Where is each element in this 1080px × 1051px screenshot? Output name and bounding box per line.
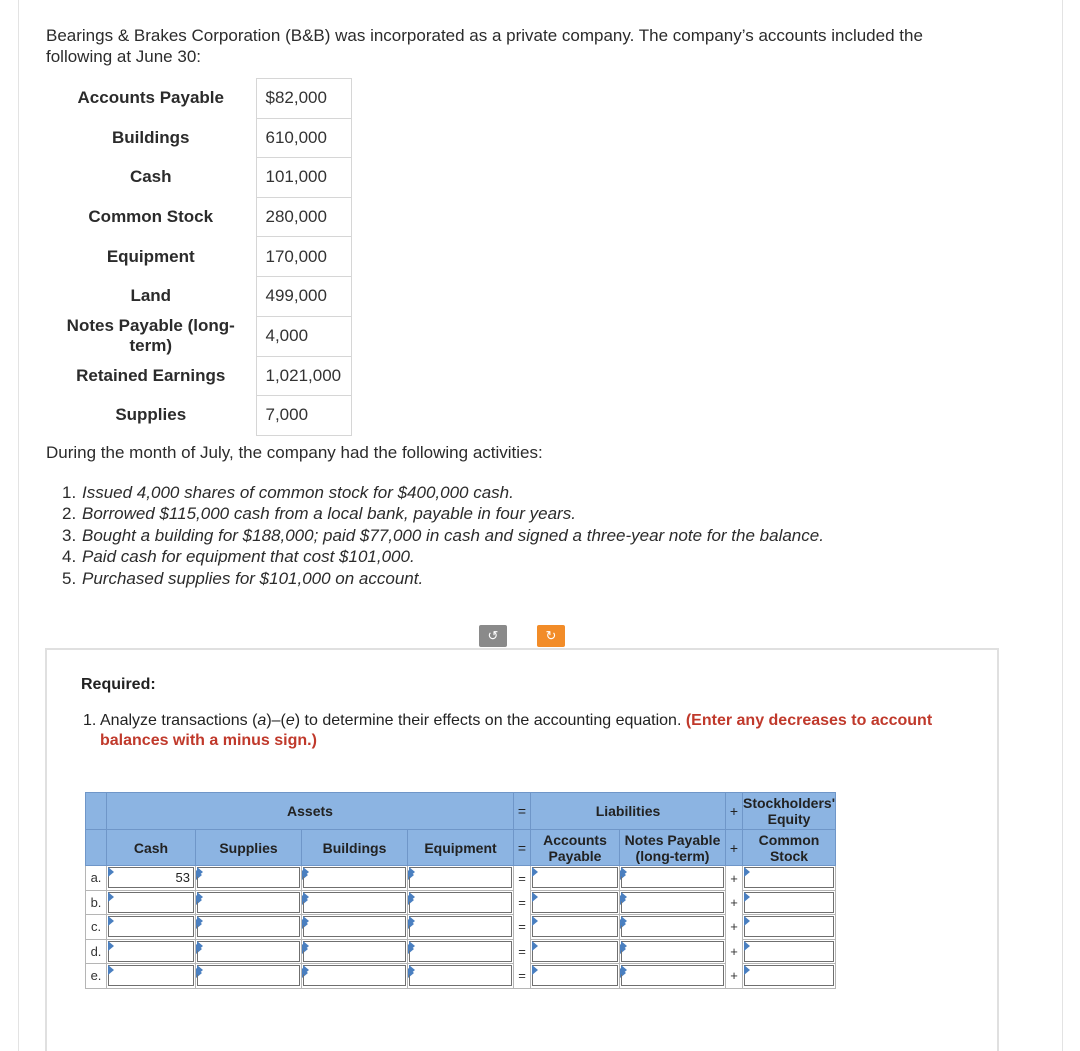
list-item: [62, 482, 824, 503]
cell-wrapper: [196, 939, 302, 964]
cell-wrapper: [620, 964, 726, 989]
account-value: 101,000: [256, 158, 351, 198]
account-name: Supplies: [115, 405, 187, 425]
col-notes-payable: Notes Payable (long-term): [620, 830, 726, 866]
table-row: [86, 866, 836, 891]
transaction-a: a: [257, 712, 267, 729]
accounts-payable-input[interactable]: [532, 941, 618, 962]
account-row: [46, 276, 351, 316]
buildings-input[interactable]: [303, 916, 406, 937]
cell-wrapper: [620, 890, 726, 915]
activities-list: [62, 482, 824, 589]
table-row: [86, 890, 836, 915]
table-row: [86, 939, 836, 964]
question-suffix: ) to determine their effects on the accounting equation.: [294, 712, 686, 729]
plus-sign: +: [726, 915, 743, 940]
cell-wrapper: [107, 964, 196, 989]
cell-wrapper: [743, 939, 836, 964]
col-buildings: Buildings: [302, 830, 408, 866]
cell-wrapper: [408, 866, 514, 891]
cash-input[interactable]: [108, 916, 194, 937]
col-equipment: Equipment: [408, 830, 514, 866]
cell-wrapper: [531, 939, 620, 964]
col-accounts-payable: Accounts Payable: [531, 830, 620, 866]
row-label: a.: [86, 866, 107, 891]
equals-sign: =: [514, 964, 531, 989]
cell-wrapper: [531, 915, 620, 940]
account-value: 7,000: [256, 396, 351, 436]
cell-wrapper: [531, 866, 620, 891]
notes-payable-input[interactable]: [621, 892, 724, 913]
activity-text: Purchased supplies for $101,000 on account.: [82, 568, 424, 588]
buildings-input[interactable]: [303, 965, 406, 986]
cell-wrapper: [531, 964, 620, 989]
col-supplies: Supplies: [196, 830, 302, 866]
redo-icon: ↻: [545, 628, 557, 643]
cell-wrapper: [620, 915, 726, 940]
liabilities-header: Liabilities: [531, 793, 726, 830]
equipment-input[interactable]: [409, 916, 512, 937]
account-value: 1,021,000: [256, 356, 351, 396]
col-common-stock: Common Stock: [743, 830, 836, 866]
common-stock-input[interactable]: [744, 867, 834, 888]
accounts-payable-input[interactable]: [532, 867, 618, 888]
cell-wrapper: [408, 890, 514, 915]
cell-wrapper: [743, 964, 836, 989]
plus-sign: +: [726, 964, 743, 989]
cell-wrapper: [620, 866, 726, 891]
account-name: Notes Payable (long-term): [66, 316, 235, 356]
header-blank: [86, 793, 107, 830]
redo-button[interactable]: [537, 625, 565, 647]
cell-wrapper: [408, 939, 514, 964]
notes-payable-input[interactable]: [621, 965, 724, 986]
cell-wrapper: [531, 890, 620, 915]
accounts-payable-input[interactable]: [532, 916, 618, 937]
common-stock-input[interactable]: [744, 892, 834, 913]
supplies-input[interactable]: [197, 941, 300, 962]
row-label: c.: [86, 915, 107, 940]
undo-icon: ↺: [487, 628, 499, 643]
plus-sign: +: [726, 793, 743, 830]
question-text: [100, 711, 988, 750]
cell-wrapper: [408, 915, 514, 940]
cash-input[interactable]: [108, 941, 194, 962]
cell-wrapper: [302, 890, 408, 915]
activity-text: Issued 4,000 shares of common stock for $400,000 cash.: [82, 483, 514, 502]
required-panel: [45, 648, 999, 1051]
account-value: $82,000: [256, 79, 351, 119]
grid-subheader-row: [86, 830, 836, 866]
account-name: Land: [130, 286, 172, 306]
cell-wrapper: [107, 939, 196, 964]
grid-header-row: [86, 793, 836, 830]
question-prefix: Analyze transactions (: [100, 712, 258, 729]
cell-wrapper: [620, 939, 726, 964]
equals-sign: =: [514, 890, 531, 915]
cell-wrapper: [743, 915, 836, 940]
question-dash: )–(: [266, 712, 286, 729]
account-value: 4,000: [256, 316, 351, 356]
accounting-equation-grid: [85, 792, 836, 989]
cash-input[interactable]: [108, 892, 194, 913]
cell-wrapper: [196, 915, 302, 940]
cell-wrapper: [743, 890, 836, 915]
cell-wrapper: [196, 964, 302, 989]
account-name: Accounts Payable: [77, 88, 224, 108]
notes-payable-input[interactable]: [621, 941, 724, 962]
cell-wrapper: [743, 866, 836, 891]
activity-number: 4.: [62, 547, 77, 567]
account-name: Cash: [129, 167, 172, 187]
activity-number: 3.: [62, 525, 77, 545]
equals-sign: =: [514, 793, 531, 830]
supplies-input[interactable]: [197, 916, 300, 937]
activity-number: 5.: [62, 568, 77, 588]
cell-wrapper: [107, 890, 196, 915]
row-label: b.: [86, 890, 107, 915]
accounts-payable-input[interactable]: [532, 892, 618, 913]
cell-wrapper: [302, 964, 408, 989]
activity-number: 1.: [62, 483, 77, 502]
account-row: [46, 118, 351, 158]
equals-sign: =: [514, 866, 531, 891]
header-blank: [86, 830, 107, 866]
account-row: [46, 316, 351, 356]
equipment-input[interactable]: [409, 965, 512, 986]
row-label: d.: [86, 939, 107, 964]
activity-text: Paid cash for equipment that cost $101,000.: [82, 547, 415, 567]
buildings-input[interactable]: [303, 867, 406, 888]
transaction-e: e: [285, 712, 295, 729]
cell-wrapper: [302, 866, 408, 891]
list-item: [62, 568, 824, 589]
cell-wrapper: [302, 915, 408, 940]
col-cash: Cash: [107, 830, 196, 866]
plus-sign: +: [726, 890, 743, 915]
cash-input[interactable]: [108, 965, 194, 986]
equals-sign: =: [514, 830, 531, 866]
minus-sign-instruction: (Enter any decreases to account balances with a minus sign.): [100, 712, 933, 749]
supplies-input[interactable]: [197, 965, 300, 986]
notes-payable-input[interactable]: [621, 867, 724, 888]
buildings-input[interactable]: [303, 892, 406, 913]
common-stock-input[interactable]: [744, 965, 834, 986]
equals-sign: =: [514, 915, 531, 940]
supplies-input[interactable]: [197, 892, 300, 913]
account-row: [46, 158, 351, 198]
cell-wrapper: [196, 866, 302, 891]
account-name: Buildings: [112, 127, 190, 147]
activity-number: 2.: [62, 504, 77, 524]
cash-input[interactable]: 53: [108, 867, 194, 888]
account-value: 280,000: [256, 197, 351, 237]
account-name: Retained Earnings: [76, 365, 226, 385]
cell-wrapper: [408, 964, 514, 989]
assets-header: Assets: [107, 793, 514, 830]
question-number: 1.: [83, 712, 97, 729]
activities-intro: During the month of July, the company had the following activities:: [46, 443, 543, 462]
supplies-input[interactable]: [197, 867, 300, 888]
table-row: [86, 964, 836, 989]
required-title: Required:: [81, 676, 156, 693]
account-value: 499,000: [256, 276, 351, 316]
undo-button[interactable]: [479, 625, 507, 647]
common-stock-input[interactable]: [744, 916, 834, 937]
question-1: [83, 711, 988, 750]
equity-header: Stockholders' Equity: [743, 793, 836, 830]
equipment-input[interactable]: [409, 867, 512, 888]
table-row: [86, 915, 836, 940]
account-value: 170,000: [256, 237, 351, 277]
list-item: [62, 546, 824, 567]
cell-wrapper: [302, 939, 408, 964]
accounts-payable-input[interactable]: [532, 965, 618, 986]
list-item: [62, 525, 824, 546]
buildings-input[interactable]: [303, 941, 406, 962]
accounts-table: [46, 78, 352, 436]
intro-text: Bearings & Brakes Corporation (B&B) was incorporated as a private company. The company’s accounts included the following at June 30:: [46, 26, 923, 66]
plus-sign: +: [726, 939, 743, 964]
account-row: [46, 396, 351, 436]
account-row: [46, 79, 351, 119]
activity-text: Bought a building for $188,000; paid $77,000 in cash and signed a three-year note for the balance.: [82, 525, 824, 545]
plus-sign: +: [726, 830, 743, 866]
equipment-input[interactable]: [409, 892, 512, 913]
equipment-input[interactable]: [409, 941, 512, 962]
notes-payable-input[interactable]: [621, 916, 724, 937]
common-stock-input[interactable]: [744, 941, 834, 962]
account-value: 610,000: [256, 118, 351, 158]
cell-wrapper: [196, 890, 302, 915]
account-row: [46, 197, 351, 237]
equals-sign: =: [514, 939, 531, 964]
cell-wrapper: [107, 915, 196, 940]
plus-sign: +: [726, 866, 743, 891]
cell-wrapper: [107, 866, 196, 891]
account-row: [46, 237, 351, 277]
activity-text: Borrowed $115,000 cash from a local bank, payable in four years.: [82, 504, 576, 524]
account-name: Equipment: [106, 246, 195, 266]
account-row: [46, 356, 351, 396]
row-label: e.: [86, 964, 107, 989]
account-name: Common Stock: [88, 207, 214, 227]
list-item: [62, 503, 824, 524]
